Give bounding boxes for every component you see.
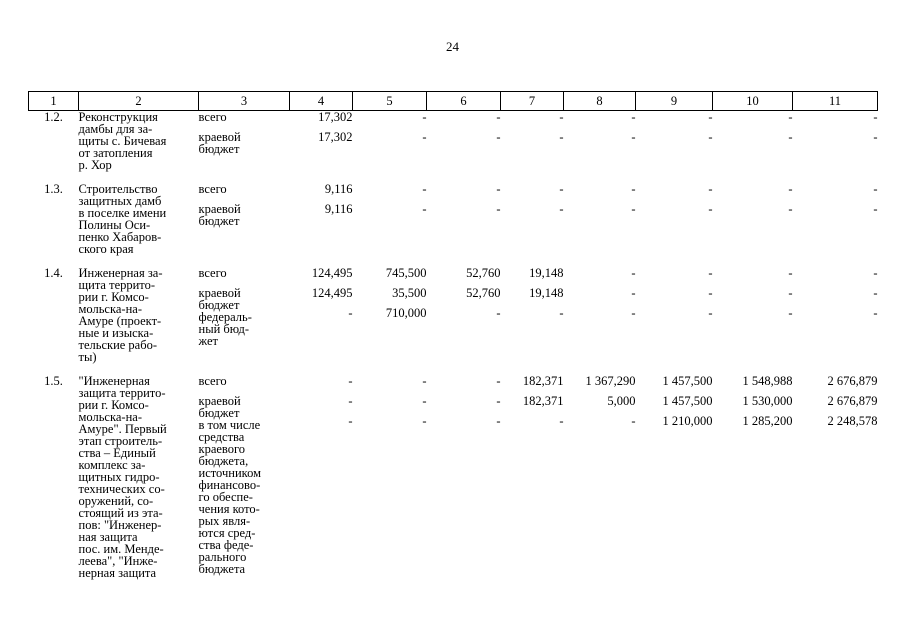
column-header: 5 [353,92,427,111]
value-cell [353,267,427,363]
funding-source: краевой бюджет [198,130,241,156]
funding-source: краевой бюджет [198,202,241,228]
page-number: 24 [446,39,459,54]
value-cell [636,267,713,363]
item-name: "Инженерная защита террито- рии г. Комсо- мольска-на- Амуре". Первый этап строитель- ства – Единый комплекс за- щитных гидро- технических со- оружений, со- стоящий из эта- пов: "Инженер- ная защита пос. им. Менде- леева", "Инже- нерная защита [78,374,167,580]
funding-source: краевой бюджет [198,286,241,312]
value: - [348,374,353,388]
value: - [496,130,501,144]
value: - [788,202,793,216]
value: - [788,110,793,124]
value: 2 248,578 [827,414,878,428]
value: - [631,130,636,144]
value: - [631,182,636,196]
value-cell [501,267,564,363]
value: - [422,182,427,196]
value: 124,495 [311,266,353,280]
funding-source: всего [198,374,227,388]
value: - [631,266,636,280]
value: - [873,202,878,216]
value: - [708,286,713,300]
value: - [422,394,427,408]
funding-source-cell [199,183,290,255]
table-row [29,375,878,579]
value-cell [636,375,713,579]
value: - [788,182,793,196]
value: - [631,286,636,300]
value: - [422,202,427,216]
value-cell [636,183,713,255]
value: - [788,266,793,280]
table-body [29,111,878,580]
value: - [873,110,878,124]
value: - [496,110,501,124]
column-header: 9 [636,92,713,111]
value: - [631,202,636,216]
column-header: 10 [713,92,793,111]
value-cell [564,375,636,579]
value: - [496,394,501,408]
column-header: 1 [29,92,79,111]
value: 19,148 [529,266,564,280]
value: 745,500 [385,266,427,280]
item-number: 1.2. [44,110,63,124]
value: - [873,182,878,196]
value: - [422,130,427,144]
value: - [348,306,353,320]
value: 2 676,879 [827,374,878,388]
value: - [496,202,501,216]
value-cell [793,375,878,579]
value-cell [290,183,353,255]
value: 1 210,000 [662,414,713,428]
value: - [631,414,636,428]
value-cell [501,111,564,172]
funding-source-cell [199,111,290,172]
funding-source: всего [198,266,227,280]
value: - [559,202,564,216]
value-cell [290,111,353,172]
value: - [559,414,564,428]
value: - [708,182,713,196]
item-name: Строительство защитных дамб в поселке имени Полины Оси- пенко Хабаров- ского края [78,182,167,256]
table-row [29,267,878,363]
value: 52,760 [466,286,501,300]
column-header: 7 [501,92,564,111]
value: - [708,266,713,280]
value-cell [793,183,878,255]
funding-source: всего [198,182,227,196]
value: - [559,182,564,196]
value: - [559,306,564,320]
value-cell [713,111,793,172]
value: - [496,182,501,196]
value: 124,495 [311,286,353,300]
value: 52,760 [466,266,501,280]
value: - [708,130,713,144]
column-header: 3 [199,92,290,111]
value: - [788,306,793,320]
value: - [873,286,878,300]
value-cell [353,111,427,172]
value-cell [427,111,501,172]
value: - [496,306,501,320]
item-number: 1.4. [44,266,63,280]
value: - [348,414,353,428]
item-name: Реконструкция дамбы для за- щиты с. Бичевая от затопления р. Хор [78,110,167,172]
funding-source: всего [198,110,227,124]
value: 5,000 [607,394,636,408]
budget-table [28,91,878,579]
table-row [29,183,878,255]
value: 182,371 [522,394,564,408]
value-cell [427,375,501,579]
value: - [496,374,501,388]
column-header: 2 [79,92,199,111]
value: 2 676,879 [827,394,878,408]
funding-source: федераль- ный бюд- жет [198,310,252,348]
value: 182,371 [522,374,564,388]
value-cell [793,267,878,363]
table-header-row [29,92,878,111]
value-cell [713,267,793,363]
value: 1 457,500 [662,374,713,388]
column-header: 8 [564,92,636,111]
value-cell [501,375,564,579]
value: 710,000 [385,306,427,320]
value: - [708,306,713,320]
value-cell [353,375,427,579]
value: 17,302 [318,110,353,124]
value: 19,148 [529,286,564,300]
value: - [348,394,353,408]
value: 17,302 [318,130,353,144]
value: 1 530,000 [742,394,793,408]
value-cell [501,183,564,255]
item-number: 1.3. [44,182,63,196]
funding-source: краевой бюджет [198,394,241,420]
value: 9,116 [324,202,353,216]
column-header: 11 [793,92,878,111]
value: 9,116 [324,182,353,196]
value-cell [290,267,353,363]
funding-source: в том числе средства краевого бюджета, источником финансово- го обеспе- чения кото- рых явля- ются сред- ства феде- рального бюджета [198,418,261,576]
value: - [788,286,793,300]
value: - [708,110,713,124]
value: - [873,306,878,320]
value: - [788,130,793,144]
value: - [873,130,878,144]
value-cell [636,111,713,172]
value-cell [353,183,427,255]
table-row [29,111,878,172]
value-cell [713,375,793,579]
value: - [631,110,636,124]
value-cell [713,183,793,255]
column-header: 6 [427,92,501,111]
funding-source-cell [199,375,290,579]
value-cell [564,111,636,172]
value-cell [290,375,353,579]
value: 1 548,988 [742,374,793,388]
value: 1 367,290 [585,374,636,388]
funding-source-cell [199,267,290,363]
value: - [422,110,427,124]
value-cell [793,111,878,172]
value: - [631,306,636,320]
value: - [422,374,427,388]
item-name: Инженерная за- щита террито- рии г. Комсо- мольска-на- Амуре (проект- ные и изыска- тельские рабо- ты) [78,266,163,364]
value-cell [564,183,636,255]
value: - [873,266,878,280]
value: 1 457,500 [662,394,713,408]
value: - [559,110,564,124]
value: - [496,414,501,428]
value-cell [427,183,501,255]
value: 35,500 [392,286,427,300]
value: - [559,130,564,144]
item-number: 1.5. [44,374,63,388]
value: 1 285,200 [742,414,793,428]
value: - [708,202,713,216]
value-cell [564,267,636,363]
value-cell [427,267,501,363]
value: - [422,414,427,428]
column-header: 4 [290,92,353,111]
